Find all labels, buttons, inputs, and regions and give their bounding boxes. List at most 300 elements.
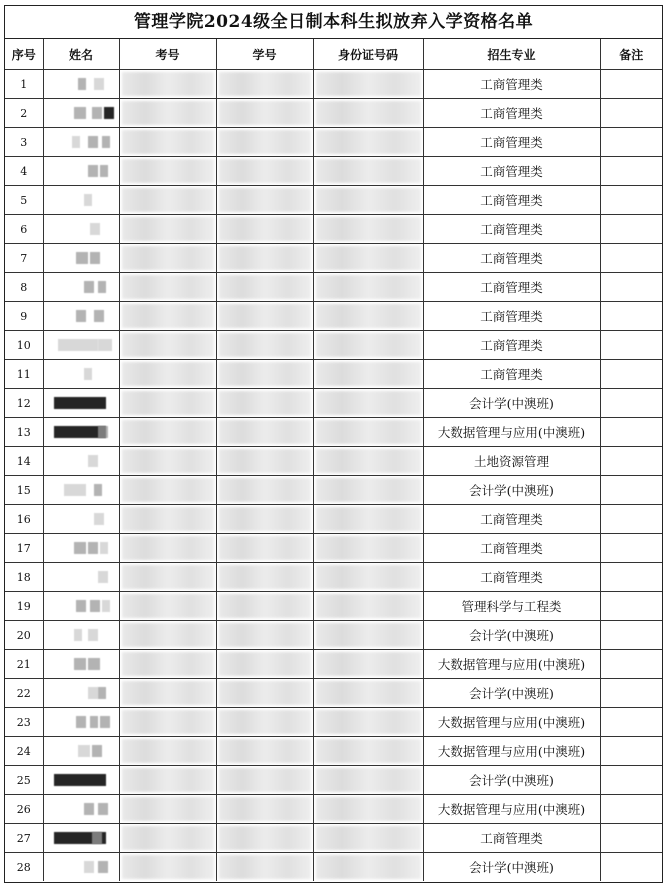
redaction-blur	[316, 72, 421, 96]
redaction-blur	[219, 391, 311, 415]
name-mask	[54, 397, 106, 409]
name-mask	[98, 687, 106, 699]
name-mask	[64, 484, 86, 496]
name-mask	[88, 136, 98, 148]
redaction-blur	[316, 739, 421, 763]
row-remark	[600, 418, 662, 447]
row-id-no-redacted	[313, 563, 423, 592]
row-seq: 6	[5, 215, 43, 244]
redaction-blur	[219, 855, 311, 879]
redaction-blur	[122, 478, 214, 502]
row-exam-no-redacted	[119, 650, 216, 679]
row-major: 工商管理类	[423, 505, 600, 534]
redaction-blur	[219, 420, 311, 444]
name-mask	[90, 716, 98, 728]
row-name-redacted	[43, 244, 119, 273]
row-exam-no-redacted	[119, 795, 216, 824]
row-major: 会计学(中澳班)	[423, 476, 600, 505]
row-major: 工商管理类	[423, 563, 600, 592]
redaction-blur	[219, 797, 311, 821]
row-exam-no-redacted	[119, 447, 216, 476]
row-major: 大数据管理与应用(中澳班)	[423, 737, 600, 766]
redaction-blur	[219, 826, 311, 850]
redaction-blur	[122, 507, 214, 531]
row-seq: 13	[5, 418, 43, 447]
redaction-blur	[219, 507, 311, 531]
row-student-no-redacted	[216, 302, 313, 331]
name-mask	[104, 107, 114, 119]
table-row	[5, 534, 662, 563]
name-mask	[88, 165, 98, 177]
row-remark	[600, 650, 662, 679]
name-mask	[58, 339, 98, 351]
redaction-blur	[316, 855, 421, 879]
table-row	[5, 650, 662, 679]
row-remark	[600, 824, 662, 853]
redaction-blur	[122, 333, 214, 357]
row-seq: 2	[5, 99, 43, 128]
redaction-blur	[219, 768, 311, 792]
row-student-no-redacted	[216, 99, 313, 128]
row-student-no-redacted	[216, 157, 313, 186]
row-seq: 3	[5, 128, 43, 157]
row-student-no-redacted	[216, 273, 313, 302]
row-name-redacted	[43, 708, 119, 737]
row-id-no-redacted	[313, 99, 423, 128]
row-exam-no-redacted	[119, 70, 216, 99]
row-name-redacted	[43, 621, 119, 650]
name-mask	[74, 107, 86, 119]
row-major: 大数据管理与应用(中澳班)	[423, 418, 600, 447]
redaction-blur	[122, 246, 214, 270]
row-id-no-redacted	[313, 766, 423, 795]
row-name-redacted	[43, 505, 119, 534]
row-seq: 21	[5, 650, 43, 679]
table-header-row	[5, 39, 662, 70]
row-seq: 18	[5, 563, 43, 592]
row-id-no-redacted	[313, 128, 423, 157]
roster-table	[5, 39, 662, 881]
row-exam-no-redacted	[119, 853, 216, 882]
name-mask	[74, 658, 86, 670]
page-title: 管理学院2024级全日制本科生拟放弃入学资格名单	[5, 6, 662, 39]
row-student-no-redacted	[216, 331, 313, 360]
row-remark	[600, 389, 662, 418]
row-exam-no-redacted	[119, 737, 216, 766]
table-row	[5, 360, 662, 389]
row-exam-no-redacted	[119, 679, 216, 708]
row-student-no-redacted	[216, 447, 313, 476]
row-seq: 12	[5, 389, 43, 418]
row-student-no-redacted	[216, 766, 313, 795]
redaction-blur	[316, 449, 421, 473]
redaction-blur	[122, 797, 214, 821]
row-remark	[600, 708, 662, 737]
name-mask	[84, 194, 92, 206]
name-mask	[100, 165, 108, 177]
row-exam-no-redacted	[119, 563, 216, 592]
table-row	[5, 70, 662, 99]
name-mask	[76, 716, 86, 728]
row-major: 会计学(中澳班)	[423, 853, 600, 882]
row-major: 土地资源管理	[423, 447, 600, 476]
row-remark	[600, 766, 662, 795]
table-row	[5, 157, 662, 186]
table-row	[5, 505, 662, 534]
row-seq: 26	[5, 795, 43, 824]
row-major: 工商管理类	[423, 157, 600, 186]
row-major: 会计学(中澳班)	[423, 621, 600, 650]
redaction-blur	[219, 652, 311, 676]
redaction-blur	[122, 101, 214, 125]
name-mask	[98, 339, 112, 351]
name-mask	[84, 281, 94, 293]
row-id-no-redacted	[313, 418, 423, 447]
table-row	[5, 563, 662, 592]
table-row	[5, 215, 662, 244]
row-remark	[600, 476, 662, 505]
row-exam-no-redacted	[119, 621, 216, 650]
row-student-no-redacted	[216, 70, 313, 99]
row-student-no-redacted	[216, 621, 313, 650]
redaction-blur	[219, 275, 311, 299]
row-name-redacted	[43, 99, 119, 128]
row-exam-no-redacted	[119, 476, 216, 505]
table-row	[5, 708, 662, 737]
header-seq: 序号	[5, 39, 43, 70]
row-id-no-redacted	[313, 650, 423, 679]
row-id-no-redacted	[313, 302, 423, 331]
redaction-blur	[219, 739, 311, 763]
row-name-redacted	[43, 331, 119, 360]
row-remark	[600, 679, 662, 708]
row-student-no-redacted	[216, 215, 313, 244]
row-remark	[600, 244, 662, 273]
redaction-blur	[122, 188, 214, 212]
redaction-blur	[122, 420, 214, 444]
row-seq: 14	[5, 447, 43, 476]
row-remark	[600, 331, 662, 360]
row-exam-no-redacted	[119, 708, 216, 737]
redaction-blur	[316, 594, 421, 618]
redaction-blur	[316, 420, 421, 444]
row-name-redacted	[43, 563, 119, 592]
redaction-blur	[219, 623, 311, 647]
row-id-no-redacted	[313, 853, 423, 882]
name-mask	[90, 252, 100, 264]
row-remark	[600, 795, 662, 824]
name-mask	[76, 600, 86, 612]
redaction-blur	[219, 304, 311, 328]
row-exam-no-redacted	[119, 592, 216, 621]
row-student-no-redacted	[216, 505, 313, 534]
row-remark	[600, 563, 662, 592]
redaction-blur	[122, 739, 214, 763]
name-mask	[98, 426, 108, 438]
row-major: 大数据管理与应用(中澳班)	[423, 795, 600, 824]
row-exam-no-redacted	[119, 418, 216, 447]
table-body	[5, 70, 662, 882]
name-mask	[100, 542, 108, 554]
row-name-redacted	[43, 389, 119, 418]
table-row	[5, 679, 662, 708]
redaction-blur	[122, 826, 214, 850]
row-id-no-redacted	[313, 708, 423, 737]
row-student-no-redacted	[216, 592, 313, 621]
row-remark	[600, 215, 662, 244]
redaction-blur	[316, 623, 421, 647]
row-student-no-redacted	[216, 737, 313, 766]
name-mask	[78, 745, 90, 757]
redaction-blur	[122, 855, 214, 879]
name-mask	[94, 310, 104, 322]
row-name-redacted	[43, 418, 119, 447]
row-seq: 11	[5, 360, 43, 389]
row-remark	[600, 70, 662, 99]
row-major: 会计学(中澳班)	[423, 389, 600, 418]
redaction-blur	[316, 101, 421, 125]
redaction-blur	[316, 565, 421, 589]
row-major: 管理科学与工程类	[423, 592, 600, 621]
row-exam-no-redacted	[119, 157, 216, 186]
table-row	[5, 592, 662, 621]
row-remark	[600, 186, 662, 215]
redaction-blur	[316, 217, 421, 241]
name-mask	[84, 368, 92, 380]
row-exam-no-redacted	[119, 186, 216, 215]
table-row	[5, 737, 662, 766]
row-id-no-redacted	[313, 360, 423, 389]
row-seq: 4	[5, 157, 43, 186]
name-mask	[92, 107, 102, 119]
name-mask	[98, 861, 108, 873]
row-id-no-redacted	[313, 215, 423, 244]
name-mask	[88, 687, 98, 699]
table-row	[5, 853, 662, 882]
row-id-no-redacted	[313, 679, 423, 708]
row-remark	[600, 737, 662, 766]
redaction-blur	[316, 652, 421, 676]
table-row	[5, 99, 662, 128]
name-mask	[76, 310, 86, 322]
row-name-redacted	[43, 215, 119, 244]
row-student-no-redacted	[216, 534, 313, 563]
row-seq: 22	[5, 679, 43, 708]
row-exam-no-redacted	[119, 824, 216, 853]
row-major: 会计学(中澳班)	[423, 766, 600, 795]
redaction-blur	[219, 72, 311, 96]
row-major: 工商管理类	[423, 360, 600, 389]
redaction-blur	[122, 130, 214, 154]
redaction-blur	[219, 130, 311, 154]
row-major: 工商管理类	[423, 99, 600, 128]
row-student-no-redacted	[216, 128, 313, 157]
redaction-blur	[316, 391, 421, 415]
row-major: 大数据管理与应用(中澳班)	[423, 650, 600, 679]
redaction-blur	[316, 797, 421, 821]
table-row	[5, 476, 662, 505]
name-mask	[88, 542, 98, 554]
roster-sheet	[4, 5, 663, 883]
row-major: 工商管理类	[423, 302, 600, 331]
header-name: 姓名	[43, 39, 119, 70]
row-id-no-redacted	[313, 505, 423, 534]
name-mask	[78, 78, 86, 90]
row-id-no-redacted	[313, 476, 423, 505]
table-row	[5, 128, 662, 157]
row-exam-no-redacted	[119, 505, 216, 534]
header-exam-no: 考号	[119, 39, 216, 70]
row-exam-no-redacted	[119, 389, 216, 418]
redaction-blur	[122, 536, 214, 560]
name-mask	[72, 136, 80, 148]
row-remark	[600, 99, 662, 128]
redaction-blur	[122, 362, 214, 386]
redaction-blur	[219, 101, 311, 125]
row-student-no-redacted	[216, 853, 313, 882]
row-id-no-redacted	[313, 157, 423, 186]
row-student-no-redacted	[216, 563, 313, 592]
redaction-blur	[316, 507, 421, 531]
redaction-blur	[219, 217, 311, 241]
row-seq: 28	[5, 853, 43, 882]
redaction-blur	[316, 536, 421, 560]
row-seq: 25	[5, 766, 43, 795]
row-student-no-redacted	[216, 679, 313, 708]
row-id-no-redacted	[313, 621, 423, 650]
name-mask	[84, 861, 94, 873]
row-major: 工商管理类	[423, 273, 600, 302]
header-student-no: 学号	[216, 39, 313, 70]
row-remark	[600, 360, 662, 389]
row-seq: 16	[5, 505, 43, 534]
row-seq: 17	[5, 534, 43, 563]
row-seq: 7	[5, 244, 43, 273]
row-student-no-redacted	[216, 650, 313, 679]
table-row	[5, 621, 662, 650]
row-exam-no-redacted	[119, 766, 216, 795]
redaction-blur	[316, 130, 421, 154]
row-seq: 20	[5, 621, 43, 650]
redaction-blur	[219, 188, 311, 212]
row-name-redacted	[43, 824, 119, 853]
row-name-redacted	[43, 157, 119, 186]
row-id-no-redacted	[313, 389, 423, 418]
header-major: 招生专业	[423, 39, 600, 70]
redaction-blur	[219, 536, 311, 560]
row-exam-no-redacted	[119, 534, 216, 563]
row-name-redacted	[43, 679, 119, 708]
row-remark	[600, 157, 662, 186]
redaction-blur	[122, 594, 214, 618]
row-name-redacted	[43, 766, 119, 795]
redaction-blur	[219, 710, 311, 734]
redaction-blur	[122, 681, 214, 705]
row-student-no-redacted	[216, 389, 313, 418]
redaction-blur	[316, 275, 421, 299]
redaction-blur	[122, 710, 214, 734]
redaction-blur	[316, 246, 421, 270]
row-major: 会计学(中澳班)	[423, 679, 600, 708]
redaction-blur	[316, 768, 421, 792]
name-mask	[84, 803, 94, 815]
table-row	[5, 389, 662, 418]
redaction-blur	[219, 565, 311, 589]
table-row	[5, 331, 662, 360]
row-student-no-redacted	[216, 708, 313, 737]
redaction-blur	[316, 478, 421, 502]
table-row	[5, 418, 662, 447]
redaction-blur	[122, 159, 214, 183]
row-student-no-redacted	[216, 476, 313, 505]
name-mask	[102, 136, 110, 148]
row-name-redacted	[43, 737, 119, 766]
name-mask	[94, 513, 104, 525]
row-seq: 24	[5, 737, 43, 766]
name-mask	[74, 629, 82, 641]
row-id-no-redacted	[313, 331, 423, 360]
name-mask	[98, 281, 106, 293]
row-remark	[600, 621, 662, 650]
row-id-no-redacted	[313, 824, 423, 853]
redaction-blur	[122, 391, 214, 415]
row-remark	[600, 273, 662, 302]
table-row	[5, 244, 662, 273]
name-mask	[92, 745, 102, 757]
row-exam-no-redacted	[119, 99, 216, 128]
row-seq: 23	[5, 708, 43, 737]
row-seq: 15	[5, 476, 43, 505]
row-student-no-redacted	[216, 186, 313, 215]
redaction-blur	[219, 159, 311, 183]
table-row	[5, 795, 662, 824]
table-row	[5, 447, 662, 476]
row-major: 工商管理类	[423, 244, 600, 273]
row-remark	[600, 534, 662, 563]
redaction-blur	[219, 246, 311, 270]
redaction-blur	[122, 768, 214, 792]
redaction-blur	[219, 362, 311, 386]
row-major: 工商管理类	[423, 331, 600, 360]
row-id-no-redacted	[313, 273, 423, 302]
row-remark	[600, 128, 662, 157]
row-exam-no-redacted	[119, 215, 216, 244]
row-student-no-redacted	[216, 418, 313, 447]
row-name-redacted	[43, 186, 119, 215]
row-major: 工商管理类	[423, 215, 600, 244]
row-seq: 5	[5, 186, 43, 215]
redaction-blur	[122, 275, 214, 299]
row-name-redacted	[43, 447, 119, 476]
redaction-blur	[219, 449, 311, 473]
row-student-no-redacted	[216, 824, 313, 853]
redaction-blur	[316, 362, 421, 386]
redaction-blur	[122, 72, 214, 96]
redaction-blur	[122, 565, 214, 589]
redaction-blur	[316, 188, 421, 212]
name-mask	[102, 600, 110, 612]
row-major: 工商管理类	[423, 534, 600, 563]
row-name-redacted	[43, 302, 119, 331]
redaction-blur	[122, 623, 214, 647]
row-major: 工商管理类	[423, 128, 600, 157]
table-row	[5, 186, 662, 215]
table-row	[5, 824, 662, 853]
row-id-no-redacted	[313, 737, 423, 766]
row-major: 工商管理类	[423, 186, 600, 215]
name-mask	[98, 571, 108, 583]
name-mask	[90, 223, 100, 235]
